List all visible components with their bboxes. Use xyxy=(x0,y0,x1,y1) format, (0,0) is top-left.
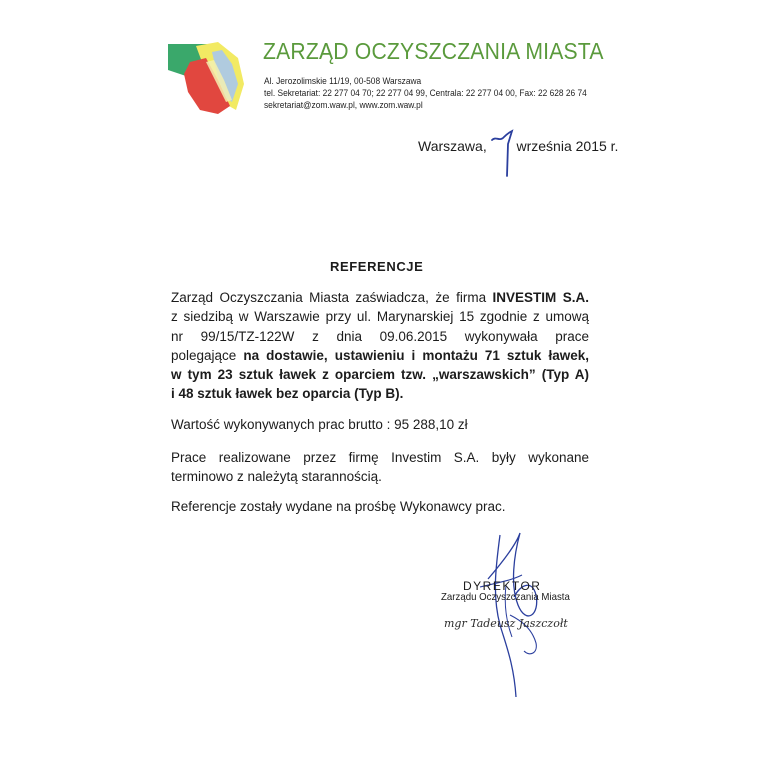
organization-phones: tel. Sekretariat: 22 277 04 70; 22 277 04 99, Centrala: 22 277 04 00, Fax: 22 628 26 74 xyxy=(264,88,587,98)
signatory-organization: Zarządu Oczyszczania Miasta xyxy=(441,591,570,603)
text-segment-bold: na dostawie, ustawieniu i montażu 71 sztuk ławek, xyxy=(243,347,589,363)
paragraph-line-bold: i 48 sztuk ławek bez oparcia (Typ B). xyxy=(171,386,404,402)
paragraph-line: Prace realizowane przez firmę Investim S.A. były wykonane xyxy=(171,450,589,465)
handwritten-day xyxy=(488,128,518,180)
organization-name: ZARZĄD OCZYSZCZANIA MIASTA xyxy=(263,38,604,64)
signatory-name-stamp: mgr Tadeusz Jaszczołt xyxy=(444,617,568,630)
letter-title: REFERENCJE xyxy=(330,259,424,274)
paragraph-line-bold: w tym 23 sztuk ławek z oparciem tzw. „warszawskich” (Typ A) xyxy=(171,367,589,383)
date-month-year: września 2015 r. xyxy=(516,138,619,154)
text-segment: Zarząd Oczyszczania Miasta zaświadcza, że firma xyxy=(171,290,493,305)
warsaw-map-logo-icon xyxy=(166,40,246,120)
paragraph-line xyxy=(171,346,589,365)
text-segment: polegające xyxy=(171,347,244,363)
paragraph-value: Wartość wykonywanych prac brutto : 95 288,10 zł xyxy=(171,417,468,432)
paragraph-certification xyxy=(171,288,589,404)
paragraph-request: Referencje zostały wydane na prośbę Wykonawcy prac. xyxy=(171,499,506,514)
company-name: INVESTIM S.A. xyxy=(492,290,589,305)
paragraph-assessment xyxy=(171,448,589,487)
letter-date xyxy=(418,137,618,154)
organization-address: Al. Jerozolimskie 11/19, 00-508 Warszawa xyxy=(264,76,422,86)
date-day-value: 7 xyxy=(488,128,489,129)
handwritten-signature xyxy=(470,525,560,705)
paragraph-line: terminowo z należytą starannością. xyxy=(171,469,382,485)
paragraph-line: nr 99/15/TZ-122W z dnia 09.06.2015 wykonywała prace xyxy=(171,328,589,344)
organization-contact: sekretariat@zom.waw.pl, www.zom.waw.pl xyxy=(264,100,423,110)
paragraph-line: z siedzibą w Warszawie przy ul. Marynarskiej 15 zgodnie z umową xyxy=(171,309,589,325)
date-city: Warszawa, xyxy=(418,138,487,154)
signatory-title: DYREKTOR xyxy=(463,579,542,593)
paragraph-line xyxy=(171,288,589,307)
